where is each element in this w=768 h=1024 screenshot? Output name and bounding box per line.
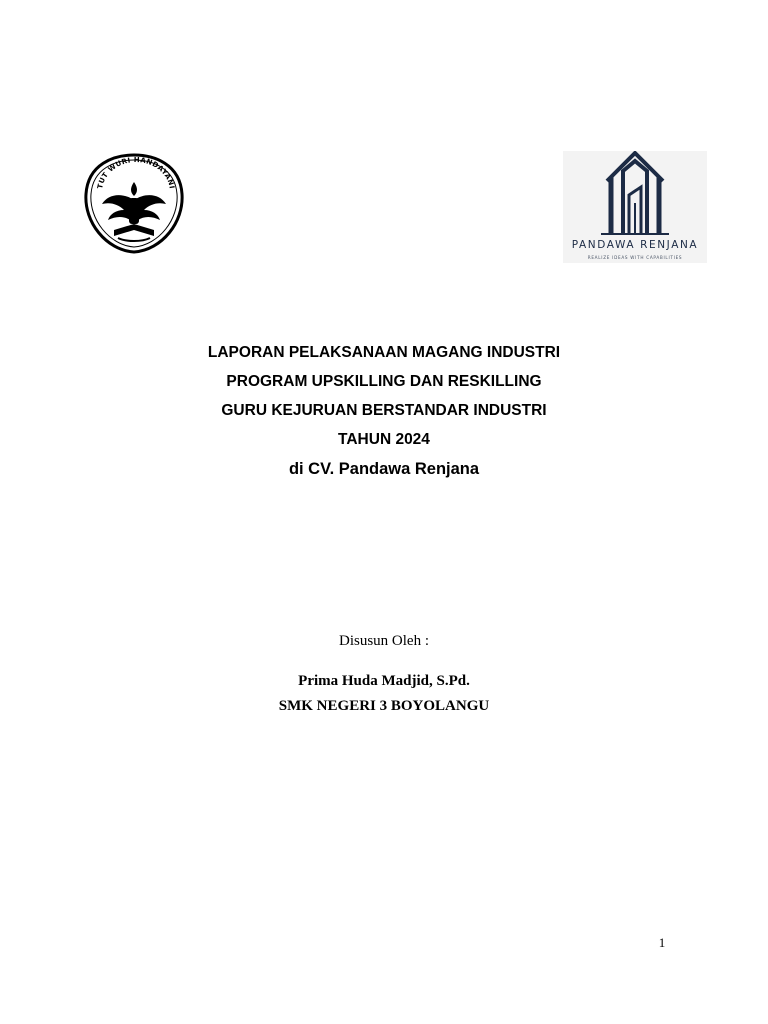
title-line-1: LAPORAN PELAKSANAAN MAGANG INDUSTRI <box>207 344 561 361</box>
pandawa-renjana-building-icon <box>563 151 707 237</box>
title-line-4: TAHUN 2024 <box>338 431 430 448</box>
title-line-2: PROGRAM UPSKILLING DAN RESKILLING <box>226 373 542 390</box>
brand-name: PANDAWA RENJANA <box>571 239 699 251</box>
title-line-3: GURU KEJURUAN BERSTANDAR INDUSTRI <box>221 402 547 419</box>
author-name: Prima Huda Madjid, S.Pd. <box>298 673 470 689</box>
brand-tagline: REALIZE IDEAS WITH CAPABILITIES <box>587 255 683 260</box>
pandawa-renjana-logo <box>563 151 707 263</box>
school-name: SMK NEGERI 3 BOYOLANGU <box>278 698 490 714</box>
tut-wuri-handayani-emblem-icon <box>80 152 188 256</box>
page-number: 1 <box>658 935 666 950</box>
emblem-text: TUT WURI HANDAYANI <box>96 155 176 190</box>
report-title <box>0 338 768 485</box>
title-line-5: di CV. Pandawa Renjana <box>288 460 480 478</box>
prepared-by-label: Disusun Oleh : <box>339 633 429 649</box>
